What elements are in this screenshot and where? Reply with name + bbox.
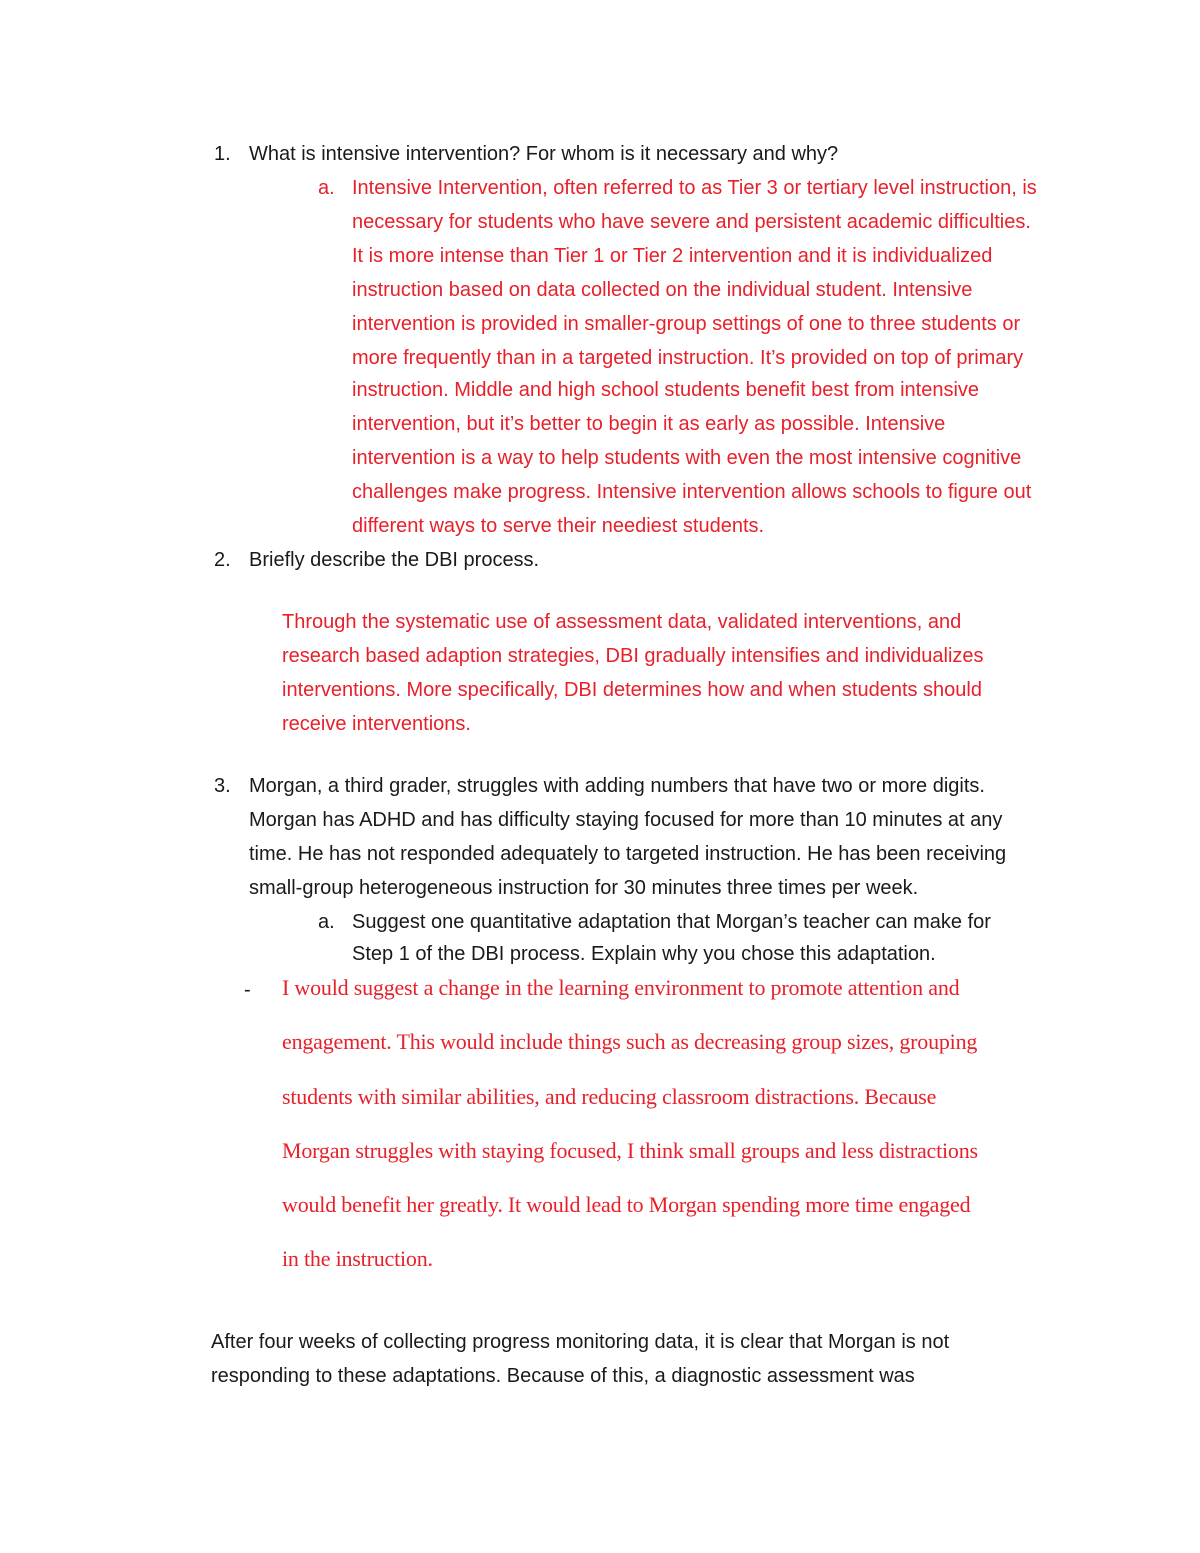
q1-answer-marker: a. <box>318 177 335 199</box>
q3-number: 3. <box>214 775 231 797</box>
q1-answer-line: intervention is provided in smaller-group settings of one to three students or <box>352 313 1021 335</box>
q2-answer-line: research based adaption strategies, DBI gradually intensifies and individualizes <box>282 645 984 667</box>
q1-answer-line: necessary for students who have severe and persistent academic difficulties. <box>352 211 1031 233</box>
q3-answer-line: engagement. This would include things such as decreasing group sizes, grouping <box>282 1029 978 1054</box>
q3-question-line: Morgan, a third grader, struggles with adding numbers that have two or more digits. <box>249 775 985 797</box>
q2-answer-line: interventions. More specifically, DBI determines how and when students should <box>282 679 982 701</box>
q1-answer-line: challenges make progress. Intensive intervention allows schools to figure out <box>352 481 1032 503</box>
q1-question: What is intensive intervention? For whom is it necessary and why? <box>249 143 839 165</box>
q1-answer-line: Intensive Intervention, often referred to as Tier 3 or tertiary level instruction, is <box>352 177 1037 199</box>
q2-number: 2. <box>214 549 231 571</box>
q1-answer-line: instruction. Middle and high school students benefit best from intensive <box>352 379 980 401</box>
q1-answer-line: intervention is a way to help students with even the most intensive cognitive <box>352 447 1022 469</box>
q2-answer-line: receive interventions. <box>282 713 471 735</box>
q3-sub-marker: a. <box>318 911 335 933</box>
q1-answer-line: intervention, but it’s better to begin it as early as possible. Intensive <box>352 413 946 435</box>
q3-answer-line: Morgan struggles with staying focused, I think small groups and less distractions <box>282 1138 978 1163</box>
q3-question-line: small-group heterogeneous instruction for 30 minutes three times per week. <box>249 877 919 899</box>
q2-question: Briefly describe the DBI process. <box>249 549 540 571</box>
q3-answer-line: students with similar abilities, and reducing classroom distractions. Because <box>282 1084 937 1109</box>
q3-answer-line: in the instruction. <box>282 1246 433 1271</box>
q3-question-line: time. He has not responded adequately to targeted instruction. He has been receiving <box>249 843 1007 865</box>
q3-sub-line: Step 1 of the DBI process. Explain why you chose this adaptation. <box>352 943 936 965</box>
q2-answer-line: Through the systematic use of assessment data, validated interventions, and <box>282 611 962 633</box>
closing-line: After four weeks of collecting progress monitoring data, it is clear that Morgan is not <box>211 1331 950 1353</box>
q1-answer-line: instruction based on data collected on the individual student. Intensive <box>352 279 973 301</box>
q1-number: 1. <box>214 143 231 165</box>
q3-sub-line: Suggest one quantitative adaptation that Morgan’s teacher can make for <box>352 911 991 933</box>
q1-answer-line: more frequently than in a targeted instruction. It’s provided on top of primary <box>352 347 1024 369</box>
q3-question-line: Morgan has ADHD and has difficulty staying focused for more than 10 minutes at any <box>249 809 1003 831</box>
q3-answer-dash: - <box>244 979 251 1001</box>
closing-line: responding to these adaptations. Because of this, a diagnostic assessment was <box>211 1365 915 1387</box>
q3-answer-line: would benefit her greatly. It would lead to Morgan spending more time engaged <box>282 1192 971 1217</box>
q3-answer-line: I would suggest a change in the learning environment to promote attention and <box>282 975 960 1000</box>
q1-answer-line: It is more intense than Tier 1 or Tier 2 intervention and it is individualized <box>352 245 993 267</box>
q1-answer-line: different ways to serve their neediest students. <box>352 515 765 537</box>
